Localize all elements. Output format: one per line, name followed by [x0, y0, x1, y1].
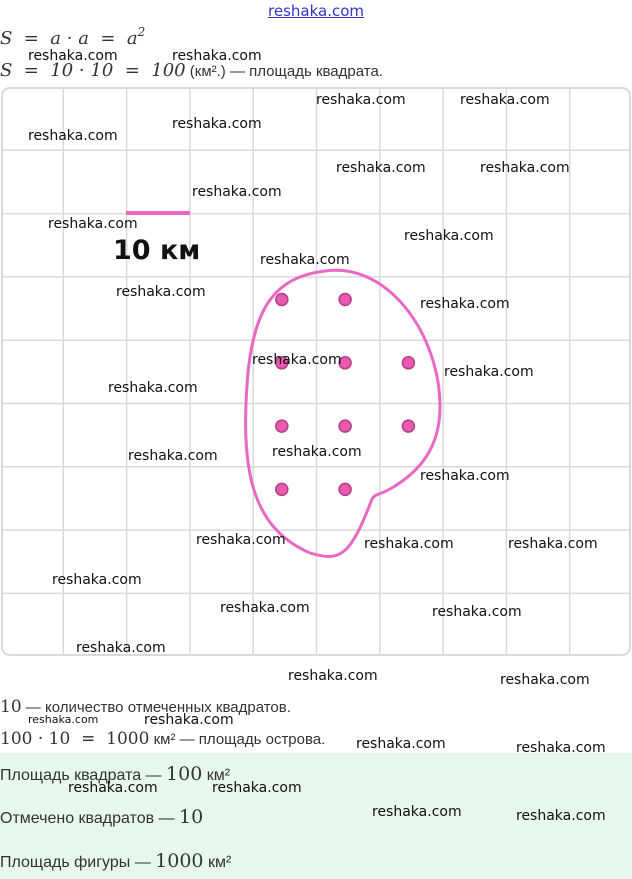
- answer-marked-count-label: Отмечено квадратов —: [0, 810, 179, 827]
- answer-figure-area-unit: км²: [203, 854, 232, 871]
- watermark-text: reshaka.com: [420, 468, 510, 484]
- formula-line-2-note: (км².) — площадь квадрата.: [185, 63, 383, 80]
- marked-square-dot: [276, 294, 288, 306]
- watermark-text: reshaka.com: [68, 780, 158, 796]
- formula-line-2-math: S = 10 · 10 = 100: [0, 60, 186, 81]
- watermark-text: reshaka.com: [516, 740, 606, 756]
- watermark-text: reshaka.com: [220, 600, 310, 616]
- watermark-text: reshaka.com: [500, 672, 590, 688]
- watermark-text: reshaka.com: [480, 160, 570, 176]
- watermark-text: reshaka.com: [444, 364, 534, 380]
- answer-square-area-value: 100: [166, 763, 203, 785]
- watermark-text: reshaka.com: [116, 284, 206, 300]
- watermark-text: reshaka.com: [52, 572, 142, 588]
- marked-square-dot: [402, 357, 414, 369]
- watermark-text: reshaka.com: [508, 536, 598, 552]
- watermark-text: reshaka.com: [48, 216, 138, 232]
- watermark-text: reshaka.com: [272, 444, 362, 460]
- watermark-text: reshaka.com: [404, 228, 494, 244]
- watermark-text: reshaka.com: [172, 116, 262, 132]
- watermark-text: reshaka.com: [420, 296, 510, 312]
- count-number: 10: [0, 697, 22, 717]
- scale-label: 10 км: [113, 235, 201, 266]
- watermark-text: reshaka.com: [460, 92, 550, 108]
- watermark-text: reshaka.com: [76, 640, 166, 656]
- marked-square-dot: [276, 483, 288, 495]
- answer-square-area-unit: км²: [202, 767, 231, 784]
- answer-figure-area: [0, 850, 231, 872]
- marked-square-dot: [339, 294, 351, 306]
- formula-line-1: S = a · a = a: [0, 28, 138, 49]
- island-area-description: км² — площадь острова.: [149, 731, 326, 748]
- watermark-text: reshaka.com: [372, 804, 462, 820]
- island-area-line: [0, 729, 325, 749]
- answer-square-area-label: Площадь квадрата —: [0, 767, 167, 784]
- watermark-text: reshaka.com: [516, 808, 606, 824]
- watermark-text: reshaka.com: [364, 536, 454, 552]
- answer-figure-area-label: Площадь фигуры —: [0, 854, 156, 871]
- watermark-text: reshaka.com: [144, 712, 234, 728]
- marked-square-dot: [402, 420, 414, 432]
- watermark-text: reshaka.com: [316, 92, 406, 108]
- site-header-link[interactable]: reshaka.com: [268, 2, 364, 20]
- marked-square-dot: [339, 420, 351, 432]
- answer-marked-count: [0, 806, 203, 828]
- watermark-text: reshaka.com: [356, 736, 446, 752]
- marked-square-dot: [276, 420, 288, 432]
- watermark-text: reshaka.com: [252, 352, 342, 368]
- watermark-text: reshaka.com: [28, 128, 118, 144]
- answer-figure-area-value: 1000: [155, 850, 204, 872]
- watermark-text: reshaka.com: [28, 713, 99, 726]
- count-description: — количество отмеченных квадратов.: [21, 699, 291, 716]
- island-area-math: 100 · 10 = 1000: [0, 729, 150, 749]
- watermark-text: reshaka.com: [288, 668, 378, 684]
- formula-exponent: 2: [137, 25, 146, 39]
- watermark-text: reshaka.com: [128, 448, 218, 464]
- watermark-text: reshaka.com: [172, 48, 262, 64]
- watermark-text: reshaka.com: [212, 780, 302, 796]
- watermark-text: reshaka.com: [196, 532, 286, 548]
- answer-marked-count-value: 10: [179, 806, 204, 828]
- watermark-text: reshaka.com: [28, 48, 118, 64]
- watermark-text: reshaka.com: [260, 252, 350, 268]
- marked-square-dot: [339, 483, 351, 495]
- formula-square-area: [0, 25, 145, 49]
- watermark-text: reshaka.com: [108, 380, 198, 396]
- watermark-text: reshaka.com: [432, 604, 522, 620]
- watermark-text: reshaka.com: [192, 184, 282, 200]
- watermark-text: reshaka.com: [336, 160, 426, 176]
